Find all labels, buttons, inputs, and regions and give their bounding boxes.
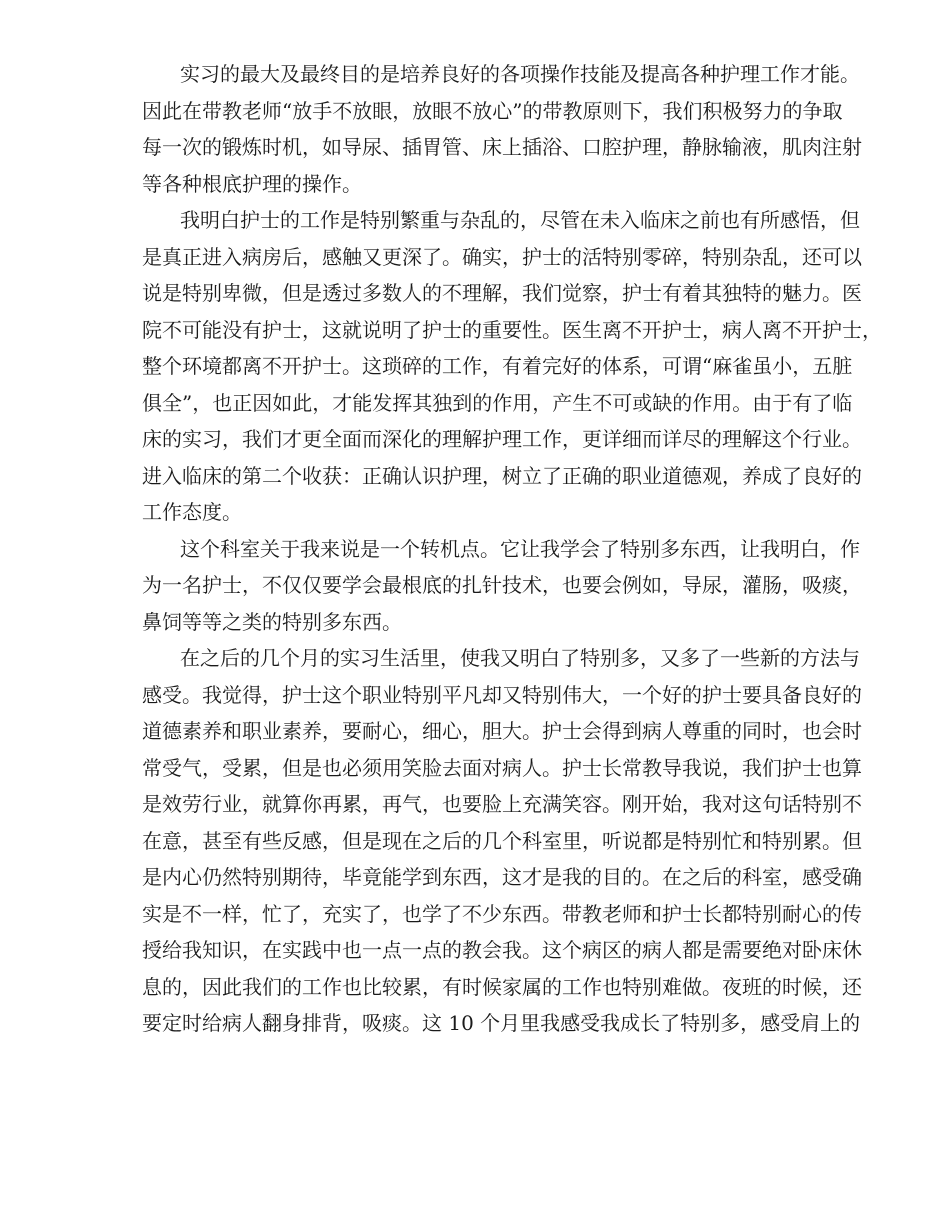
paragraph-1-line-4: 等各种根底护理的操作。 [142, 171, 362, 196]
paragraph-2-line-9: 工作态度。 [142, 500, 242, 524]
paragraph-4-line-9: 授给我知识，在实践中也一点一点的教会我。这个病区的病人都是需要绝对卧床休 [142, 938, 862, 962]
paragraph-2-line-3: 说是特别卑微，但是透过多数人的不理解，我们觉察，护士有着其独特的魅力。医 [142, 281, 862, 305]
paragraph-3-line-2: 为一名护士，不仅仅要学会最根底的扎针技术，也要会例如，导尿，灌肠，吸痰， [142, 573, 862, 597]
paragraph-4-line-8: 实是不一样，忙了，充实了，也学了不少东西。带教老师和护士长都特别耐心的传 [142, 901, 862, 926]
paragraph-2-line-5: 整个环境都离不开护士。这琐碎的工作，有着完好的体系，可谓“麻雀虽小，五脏 [142, 354, 853, 378]
paragraph-4-line-11: 要定时给病人翻身排背，吸痰。这 10 个月里我感受我成长了特别多，感受肩上的 [142, 1011, 861, 1035]
paragraph-4-line-10: 息的，因此我们的工作也比较累，有时候家属的工作也特别难做。夜班的时候，还 [142, 974, 862, 999]
paragraph-1-line-3: 每一次的锻炼时机，如导尿、插胃管、床上插浴、口腔护理，静脉输液，肌肉注射 [142, 135, 862, 159]
paragraph-4-line-4: 常受气，受累，但是也必须用笑脸去面对病人。护士长常教导我说，我们护士也算 [142, 755, 862, 780]
paragraph-2-line-2: 是真正进入病房后，感触又更深了。确实，护士的活特别零碎，特别杂乱，还可以 [142, 244, 862, 269]
paragraph-2-line-1: 我明白护士的工作是特别繁重与杂乱的，尽管在未入临床之前也有所感悟，但 [180, 208, 860, 232]
paragraph-2-line-4: 院不可能没有护士，这就说明了护士的重要性。医生离不开护士，病人离不开护士， [142, 317, 882, 342]
paragraph-4-line-7: 是内心仍然特别期待，毕竟能学到东西，这才是我的目的。在之后的科室，感受确 [142, 865, 862, 889]
paragraph-3-line-3: 鼻饲等等之类的特别多东西。 [142, 609, 402, 634]
paragraph-3-line-1: 这个科室关于我来说是一个转机点。它让我学会了特别多东西，让我明白，作 [180, 536, 860, 561]
paragraph-4-line-3: 道德素养和职业素养，要耐心，细心，胆大。护士会得到病人尊重的同时，也会时 [142, 719, 862, 743]
paragraph-2-line-7: 床的实习，我们才更全面而深化的理解护理工作，更详细而详尽的理解这个行业。 [142, 427, 862, 451]
document-body [142, 56, 882, 1042]
paragraph-2-line-6: 俱全”，也正因如此，才能发挥其独到的作用，产生不可或缺的作用。由于有了临 [142, 390, 853, 415]
paragraph-4-line-6: 在意，甚至有些反感，但是现在之后的几个科室里，听说都是特别忙和特别累。但 [142, 828, 862, 853]
paragraph-4-line-1: 在之后的几个月的实习生活里，使我又明白了特别多，又多了一些新的方法与 [180, 646, 860, 670]
paragraph-4-line-2: 感受。我觉得，护士这个职业特别平凡却又特别伟大，一个好的护士要具备良好的 [142, 682, 862, 707]
paragraph-1-line-2: 因此在带教老师“放手不放眼，放眼不放心”的带教原则下，我们积极努力的争取 [142, 98, 843, 123]
paragraph-4-line-5: 是效劳行业，就算你再累，再气，也要脸上充满笑容。刚开始，我对这句话特别不 [142, 792, 862, 816]
paragraph-2-line-8: 进入临床的第二个收获：正确认识护理，树立了正确的职业道德观，养成了良好的 [142, 463, 862, 488]
paragraph-1-line-1: 实习的最大及最终目的是培养良好的各项操作技能及提高各种护理工作才能。 [180, 62, 860, 86]
